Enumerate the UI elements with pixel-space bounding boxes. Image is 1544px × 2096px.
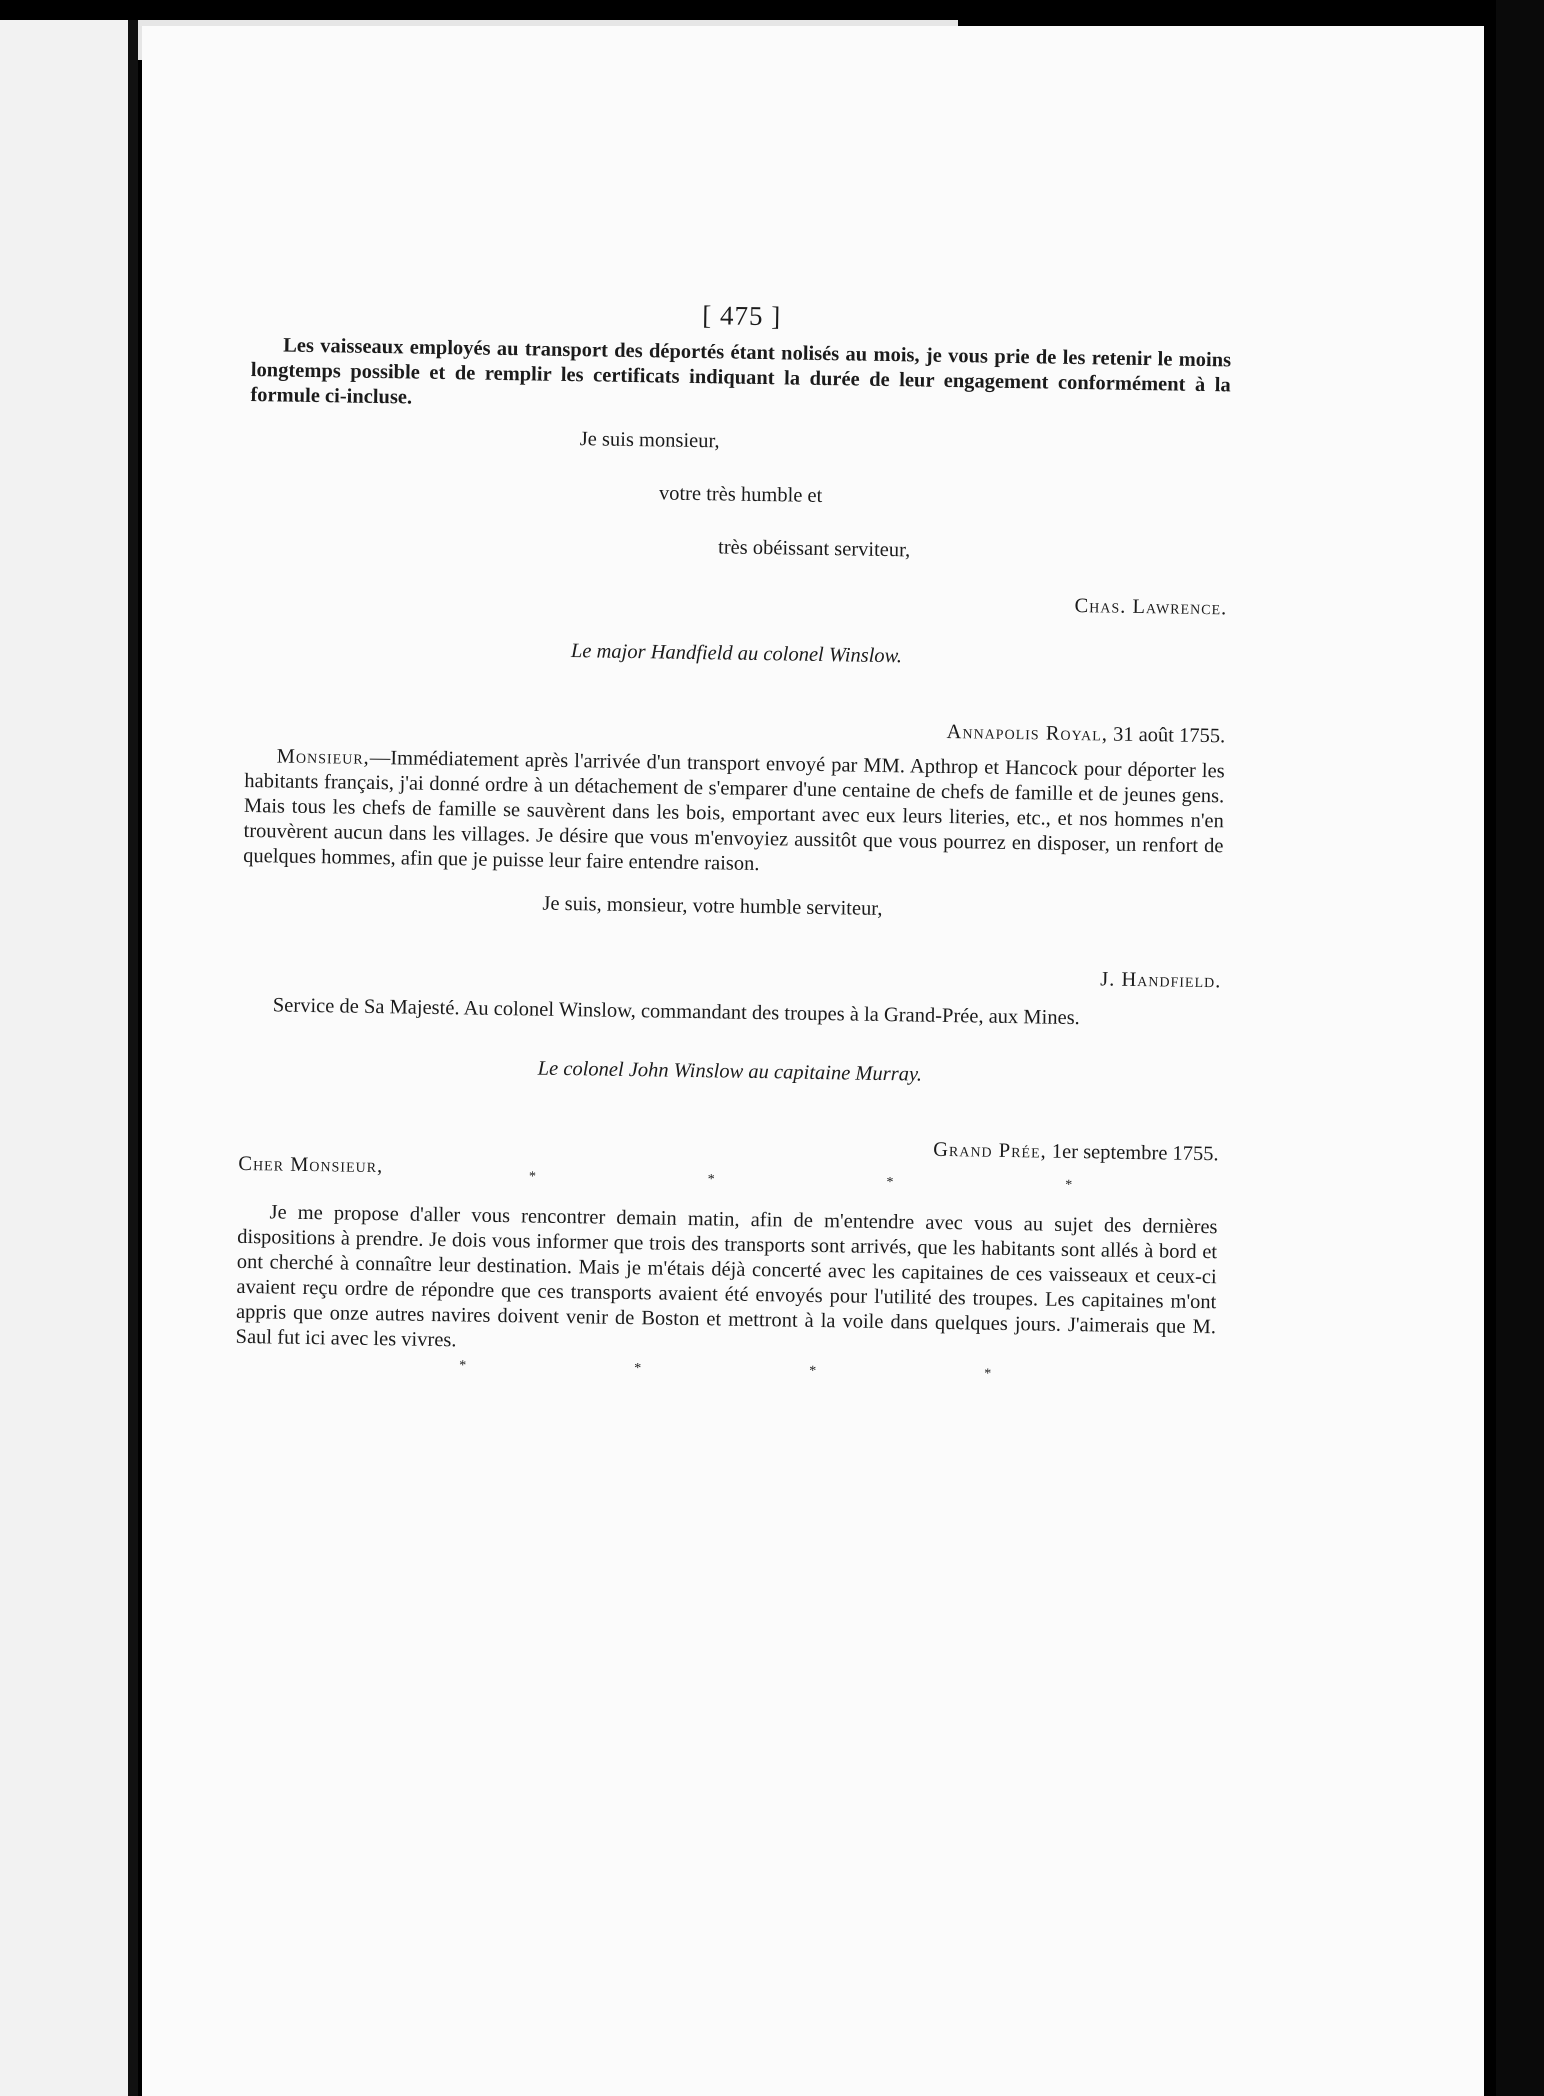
star-mark: * <box>984 1366 992 1382</box>
letter1-closing <box>248 422 1230 568</box>
letter3-heading: Le colonel John Winslow au capitaine Murray. <box>537 1057 923 1086</box>
letter2-body <box>243 744 1225 884</box>
letter3-date: 1er septembre 1755. <box>1051 1140 1219 1166</box>
book-page <box>142 26 1484 2096</box>
star-mark: * <box>886 1175 894 1191</box>
letter2-address: Service de Sa Majesté. Au colonel Winslow, commandant des troupes à la Grand-Prée, aux Mines. <box>272 994 1080 1030</box>
letter2-place: Annapolis Royal, <box>946 720 1109 746</box>
letter3-place: Grand Prée, <box>933 1138 1047 1163</box>
star-mark: * <box>459 1358 467 1374</box>
letter2-heading: Le major Handfield au colonel Winslow. <box>570 640 903 668</box>
page-number: [ 475 ] <box>702 300 782 332</box>
star-mark: * <box>528 1169 537 1185</box>
closing-line-1: Je suis monsieur, <box>579 428 720 453</box>
star-mark: * <box>634 1361 642 1377</box>
letter2-date: 31 août 1755. <box>1112 723 1226 748</box>
star-mark: * <box>1065 1177 1073 1193</box>
facing-page-edge <box>0 20 128 2096</box>
ellipsis-stars-top <box>383 1168 1218 1195</box>
letter2-closing: Je suis, monsieur, votre humble serviteur, <box>542 892 883 920</box>
letter3-salutation: Cher Monsieur, <box>238 1152 384 1178</box>
star-mark: * <box>707 1172 715 1188</box>
letter2-body-text: —Immédiatement après l'arrivée d'un transport envoyé par MM. Apthrop et Hancock pour déporter les habitants français, j'ai donné ordre à un détachement de s'emparer d'une centaine de chefs de famille et de jeunes gens. Mais tous les chefs de famille se sauvèrent dans les bois, emportant avec eux leurs literies, etc., et nos hommes n'en trouvèrent aucun dans les villages. Je désire que vous m'envoyiez aussitôt que vous pourrez en disposer, un renfort de quelques hommes, afin que je puisse leur faire entendre raison. <box>243 746 1225 876</box>
letter2-salutation: Monsieur, <box>276 745 370 769</box>
page-text <box>235 296 1232 1385</box>
star-mark: * <box>809 1363 817 1379</box>
scan-border <box>1496 0 1544 2096</box>
letter1-paragraph: Les vaisseaux employés au transport des déportés étant nolisés au mois, je vous prie de les retenir le moins longtemps possible et de remplir les certificats indiquant la durée de leur engagement conformément à la formule ci-incluse. <box>250 334 1232 409</box>
letter2-place-date <box>245 709 1225 749</box>
letter3-body: Je me propose d'aller vous rencontrer demain matin, afin de m'entendre avec vous au sujet des dernières dispositions à prendre. Je dois vous informer que trois des transports sont arrivés, que les habitants sont allés à bord et ont cherché à connaître leur destination. Mais je m'étais déjà concerté avec les capitaines de ces vaisseaux et ceux-ci avaient reçu ordre de répondre que ces transports avaient été envoyés pour l'utilité des troupes. Les capitaines m'ont appris que onze autres navires doivent venir de Boston et mettront à la voile dans quelques jours. J'aimerais que M. Saul fut ici avec les vivres. <box>235 1201 1218 1352</box>
letter1-signature: Chas. Lawrence. <box>1074 594 1228 620</box>
letter2-signature: J. Handfield. <box>1100 968 1222 993</box>
book-gutter <box>128 20 138 2096</box>
closing-line-2: votre très humble et <box>658 482 823 507</box>
closing-line-3: très obéissant serviteur, <box>717 536 911 562</box>
